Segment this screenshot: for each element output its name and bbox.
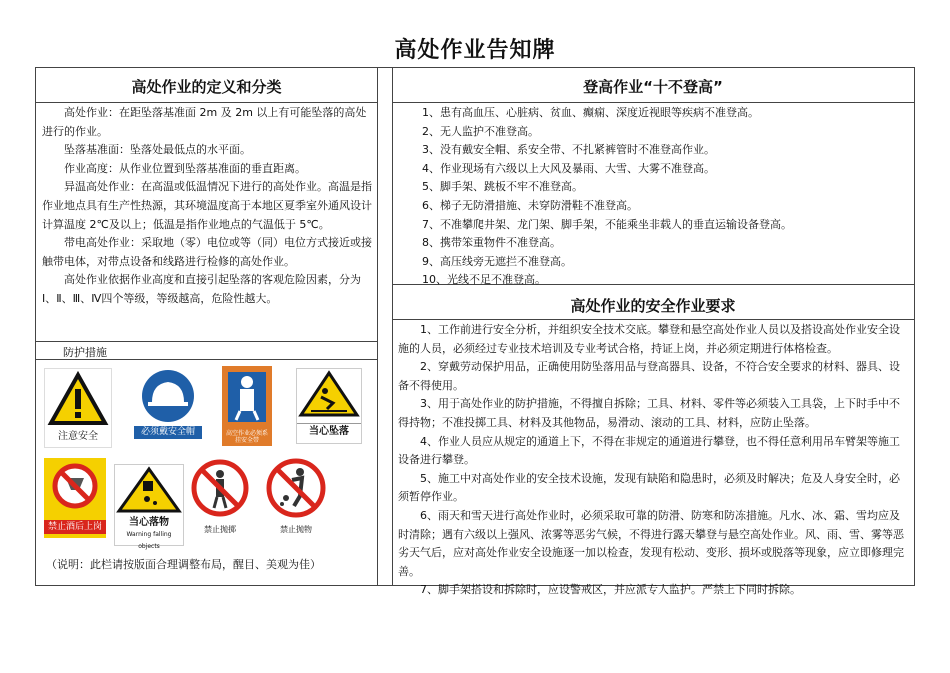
list-item: 10、光线不足不准登高。 — [422, 273, 546, 287]
requirement-item: 4、作业人员应从规定的通道上下，不得在非规定的通道进行攀登，也不得任意利用吊车臂架等施工设备进行攀登。 — [398, 434, 900, 467]
protection-heading: 防护措施 — [63, 346, 107, 359]
sign-label: 当心落物 — [129, 517, 169, 528]
harness-mandatory-icon — [222, 366, 272, 432]
definition-para: 异温高处作业：在高温或低温情况下进行的高处作业。高温是指作业地点具有生产性热源，其环境温度高于本地区夏季室外通风设计计算温度 2℃及以上；低温是指作业地点的气温低于 5℃。 — [42, 180, 372, 231]
column-divider-2 — [392, 68, 393, 585]
sign-label: 禁止抛掷 — [204, 525, 236, 534]
fall-warning-icon — [297, 369, 361, 419]
sign-label: 当心坠落 — [297, 423, 361, 438]
list-item: 8、携带笨重物件不准登高。 — [422, 236, 561, 250]
sign-label: 必须戴安全帽 — [134, 426, 202, 439]
requirements-text — [398, 321, 910, 600]
sign-label: 注意安全 — [58, 431, 98, 442]
requirement-item: 3、用于高处作业的防护措施，不得擅自拆除；工具、材料、零件等必须装入工具袋，上下时手中不得持物；不准投掷工具、材料及其他物品，易滑动、滚动的工具、材料，应防止坠落。 — [398, 397, 900, 429]
definition-para: 带电高处作业：采取地（零）电位或等（同）电位方式接近或接触带电体，对带点设备和线路进行检修的高处作业。 — [42, 236, 372, 268]
requirement-item: 1、工作前进行安全分析，并组织安全技术交底。攀登和悬空高处作业人员以及搭设高处作业安全设施的人员，必须经过专业技术培训及专业考试合格，持证上岗，并必须定期进行体格检查。 — [398, 323, 900, 355]
list-item: 5、脚手架、跳板不牢不准登高。 — [422, 180, 583, 194]
helmet-mandatory-icon — [134, 368, 202, 424]
left-section-rule — [36, 341, 377, 342]
requirement-item: 5、施工中对高处作业的安全技术设施，发现有缺陷和隐患时，必须及时解决；危及人身安全时，必须暂停作业。 — [398, 471, 900, 504]
definition-text — [42, 104, 372, 309]
no-throwing-icon — [190, 458, 250, 520]
list-item: 7、不准攀爬井架、龙门架、脚手架，不能乘坐非载人的垂直运输设备登高。 — [422, 217, 792, 231]
requirements-heading: 高处作业的安全作业要求 — [570, 297, 736, 315]
sign-label: 高空作业必须系挂安全带 — [225, 430, 268, 444]
right-header-rule — [392, 102, 914, 103]
sign-label: 禁止抛物 — [280, 525, 312, 534]
layout-note: （说明：此栏请按版面合理调整布局，醒目、美观为佳） — [46, 558, 321, 571]
list-item: 4、作业现场有六级以上大风及暴雨、大雪、大雾不准登高。 — [422, 161, 715, 175]
left-header-rule — [36, 102, 377, 103]
ten-rules-heading: 登高作业“十不登高” — [583, 78, 723, 96]
falling-objects-icon — [115, 465, 183, 515]
list-item: 1、患有高血压、心脏病、贫血、癫痫、深度近视眼等疾病不准登高。 — [422, 106, 759, 119]
sign-harness — [222, 366, 272, 446]
requirement-item: 2、穿戴劳动保护用品，正确使用防坠落用品与登高器具、设备，不符合安全要求的材料、器具、设备不得使用。 — [398, 360, 900, 392]
sign-helmet — [134, 368, 202, 440]
notice-board — [35, 67, 915, 597]
warning-triangle-icon — [45, 369, 111, 429]
definition-para: 高处作业依据作业高度和直接引起坠落的客观危险因素，分为Ⅰ、Ⅱ、Ⅲ、Ⅳ四个等级，等级越高，危险性越大。 — [42, 273, 361, 305]
column-divider — [377, 68, 378, 585]
list-item: 6、梯子无防滑措施、未穿防滑鞋不准登高。 — [422, 198, 638, 212]
no-throwing-objects-icon — [264, 458, 328, 520]
right-subheader-rule — [392, 319, 914, 320]
sign-no-throwing — [190, 458, 250, 540]
requirement-item: 7、脚手架搭设和拆除时，应设警戒区，并应派专人监护。严禁上下同时拆除。 — [420, 583, 801, 597]
list-item: 2、无人监护不准登高。 — [422, 124, 539, 138]
sign-falling-objects — [114, 464, 184, 550]
sign-label: 禁止酒后上岗 — [44, 520, 106, 534]
requirement-item: 6、雨天和雪天进行高处作业时，必须采取可靠的防滑、防寒和防冻措施。凡水、冰、霜、雪均应及时清除；遇有六级以上强风、浓雾等恶劣气候，不得进行露天攀登与悬空高处作业。风、雨、雪、雾等恶劣天气后，应对高处作业安全设施逐一加以检查，发现有松动、变形、损坏或脱落等现象，应立即修理完善。 — [398, 508, 904, 578]
sign-no-throwing-objects — [264, 458, 328, 540]
sign-fall — [296, 368, 362, 444]
safety-signs — [36, 360, 377, 556]
list-item: 9、高压线旁无遮拦不准登高。 — [422, 254, 572, 268]
list-item: 3、没有戴安全帽、系安全带、不扎紧裤管时不准登高作业。 — [422, 143, 715, 157]
sign-no-drinking — [44, 458, 106, 538]
definition-para: 高处作业：在距坠落基准面 2m 及 2m 以上有可能坠落的高处进行的作业。 — [42, 106, 367, 138]
ten-rules-list — [422, 104, 902, 290]
sign-sublabel: Warning falling objects — [126, 531, 172, 550]
page-title: 高处作业告知牌 — [394, 38, 556, 63]
sign-caution — [44, 368, 112, 448]
definition-para: 坠落基准面：坠落处最低点的水平面。 — [64, 143, 251, 157]
definition-para: 作业高度：从作业位置到坠落基准面的垂直距离。 — [64, 161, 306, 175]
definition-heading: 高处作业的定义和分类 — [131, 78, 282, 96]
no-drinking-icon — [44, 458, 106, 520]
